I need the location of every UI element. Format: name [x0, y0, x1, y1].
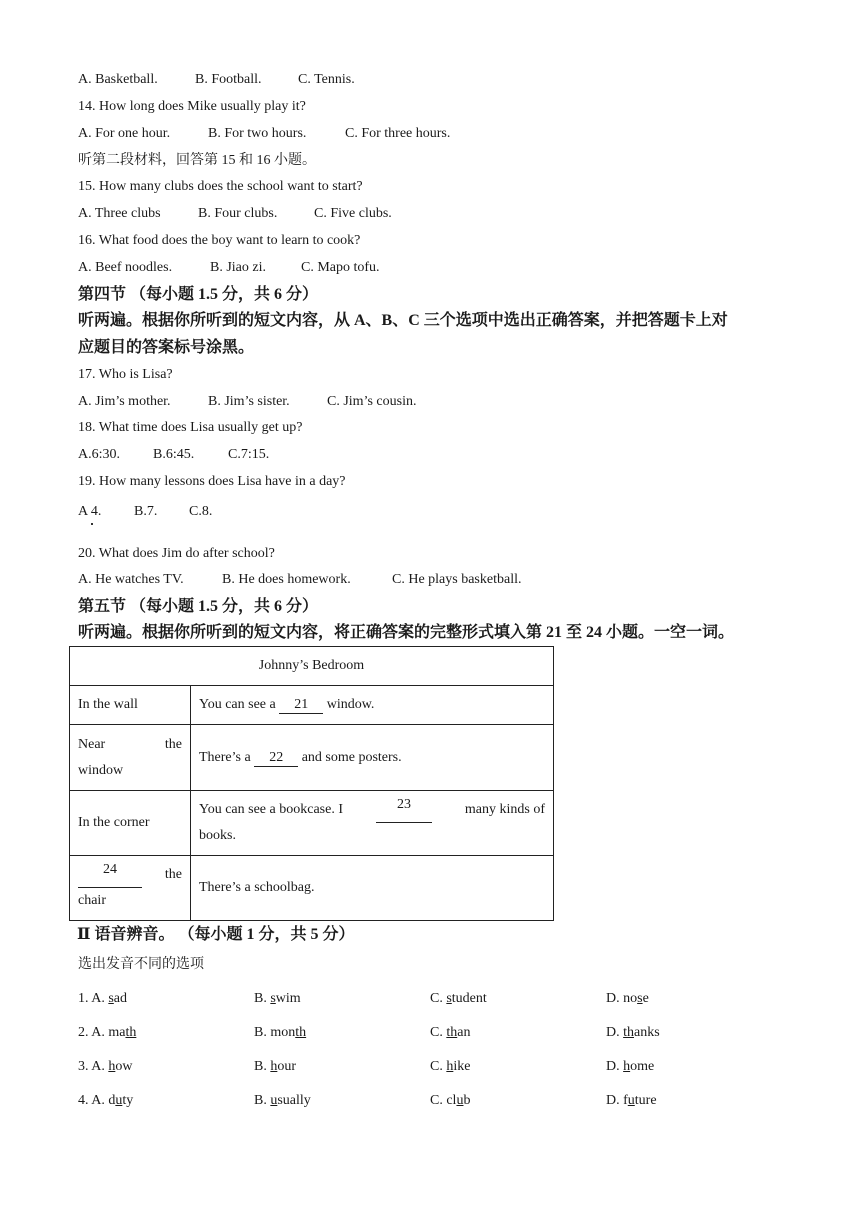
- row-label: In the corner: [70, 791, 191, 856]
- row-content: You can see a 21 window.: [191, 686, 554, 725]
- phonics-option: B. hour: [254, 1059, 297, 1074]
- bedroom-table: [69, 646, 554, 921]
- phonics-row-1: [78, 990, 778, 1008]
- option: B.7.: [134, 504, 158, 519]
- section-5-instruction: 听两遍。根据你所听到的短文内容，将正确答案的完整形式填入第 21 至 24 小题。一空一词。: [78, 624, 735, 641]
- table-title: Johnny’s Bedroom: [70, 647, 554, 686]
- phonics-option: C. than: [430, 1025, 471, 1040]
- q14-options: [78, 125, 450, 143]
- table-row: [70, 791, 554, 856]
- phonics-option: D. thanks: [606, 1025, 660, 1040]
- option: B. Four clubs.: [198, 206, 278, 221]
- q15-options: [78, 205, 392, 223]
- phonics-option: 4. A. duty: [78, 1093, 134, 1108]
- table-row: [70, 686, 554, 725]
- option: C. Five clubs.: [314, 206, 392, 221]
- phonics-option: C. club: [430, 1093, 471, 1108]
- question-15: 15. How many clubs does the school want to start?: [78, 179, 363, 194]
- option: C. Tennis.: [298, 72, 355, 87]
- table-row: [70, 725, 554, 791]
- phonics-row-4: [78, 1092, 778, 1110]
- q19-options: [78, 503, 212, 521]
- section-4-title: 第四节 （每小题 1.5 分，共 6 分）: [78, 286, 319, 303]
- question-20: 20. What does Jim do after school?: [78, 546, 275, 561]
- row-content: You can see a bookcase. I 23 many kinds of books.: [191, 791, 554, 856]
- answer-blank-22: 22: [254, 750, 298, 767]
- phonics-option: 1. A. sad: [78, 991, 128, 1006]
- answer-blank-24: 24: [78, 862, 142, 888]
- phonics-option: D. future: [606, 1093, 657, 1108]
- phonics-row-2: [78, 1024, 778, 1042]
- q13-options: [78, 71, 355, 89]
- phonics-option: 2. A. math: [78, 1025, 137, 1040]
- row-label: In the wall: [70, 686, 191, 725]
- option: A. Jim’s mother.: [78, 394, 171, 409]
- stray-dot: [91, 523, 93, 525]
- option: A.6:30.: [78, 447, 120, 462]
- question-19: 19. How many lessons does Lisa have in a day?: [78, 474, 346, 489]
- question-18: 18. What time does Lisa usually get up?: [78, 420, 303, 435]
- option: A. He watches TV.: [78, 572, 184, 587]
- option: B.6:45.: [153, 447, 195, 462]
- option: C.8.: [189, 504, 213, 519]
- row-content: There’s a 22 and some posters.: [191, 725, 554, 791]
- section-4-instruction: 听两遍。根据你所听到的短文内容，从 A、B、C 三个选项中选出正确答案，并把答题卡上对: [78, 312, 728, 329]
- q18-options: [78, 446, 269, 464]
- section-4-instruction-cont: 应题目的答案标号涂黑。: [78, 339, 255, 356]
- row-label: 24 the chair: [70, 856, 191, 921]
- answer-blank-21: 21: [279, 697, 323, 714]
- question-16: 16. What food does the boy want to learn to cook?: [78, 233, 361, 248]
- material-2-instruction: 听第二段材料，回答第 15 和 16 小题。: [78, 153, 316, 168]
- option: A. Basketball.: [78, 72, 158, 87]
- row-content: There’s a schoolbag.: [191, 856, 554, 921]
- option: C. Jim’s cousin.: [327, 394, 417, 409]
- table-row: [70, 647, 554, 686]
- option: B. He does homework.: [222, 572, 351, 587]
- option: B. Jim’s sister.: [208, 394, 290, 409]
- option: C. He plays basketball.: [392, 572, 522, 587]
- phonics-option: D. home: [606, 1059, 655, 1074]
- phonics-option: C. student: [430, 991, 487, 1006]
- option: B. For two hours.: [208, 126, 307, 141]
- part-2-title: Ⅱ 语音辨音。 （每小题 1 分，共 5 分）: [77, 926, 355, 943]
- question-17: 17. Who is Lisa?: [78, 367, 173, 382]
- q20-options: [78, 571, 521, 589]
- phonics-option: C. hike: [430, 1059, 471, 1074]
- option: B. Jiao zi.: [210, 260, 266, 275]
- part-2-instruction: 选出发音不同的选项: [78, 957, 204, 972]
- question-14: 14. How long does Mike usually play it?: [78, 99, 306, 114]
- option: C.7:15.: [228, 447, 270, 462]
- option: C. For three hours.: [345, 126, 451, 141]
- phonics-option: D. nose: [606, 991, 649, 1006]
- phonics-option: B. month: [254, 1025, 307, 1040]
- section-5-title: 第五节 （每小题 1.5 分，共 6 分）: [78, 598, 319, 615]
- phonics-option: B. usually: [254, 1093, 311, 1108]
- q17-options: [78, 393, 416, 411]
- answer-blank-23: 23: [376, 797, 432, 823]
- option: A. Beef noodles.: [78, 260, 173, 275]
- option: A. Three clubs: [78, 206, 161, 221]
- option: C. Mapo tofu.: [301, 260, 380, 275]
- q16-options: [78, 259, 380, 277]
- option: A. For one hour.: [78, 126, 171, 141]
- table-row: [70, 856, 554, 921]
- phonics-row-3: [78, 1058, 778, 1076]
- row-label: Near the window: [70, 725, 191, 791]
- phonics-option: 3. A. how: [78, 1059, 133, 1074]
- option: A 4.: [78, 504, 102, 519]
- option: B. Football.: [195, 72, 262, 87]
- phonics-option: B. swim: [254, 991, 301, 1006]
